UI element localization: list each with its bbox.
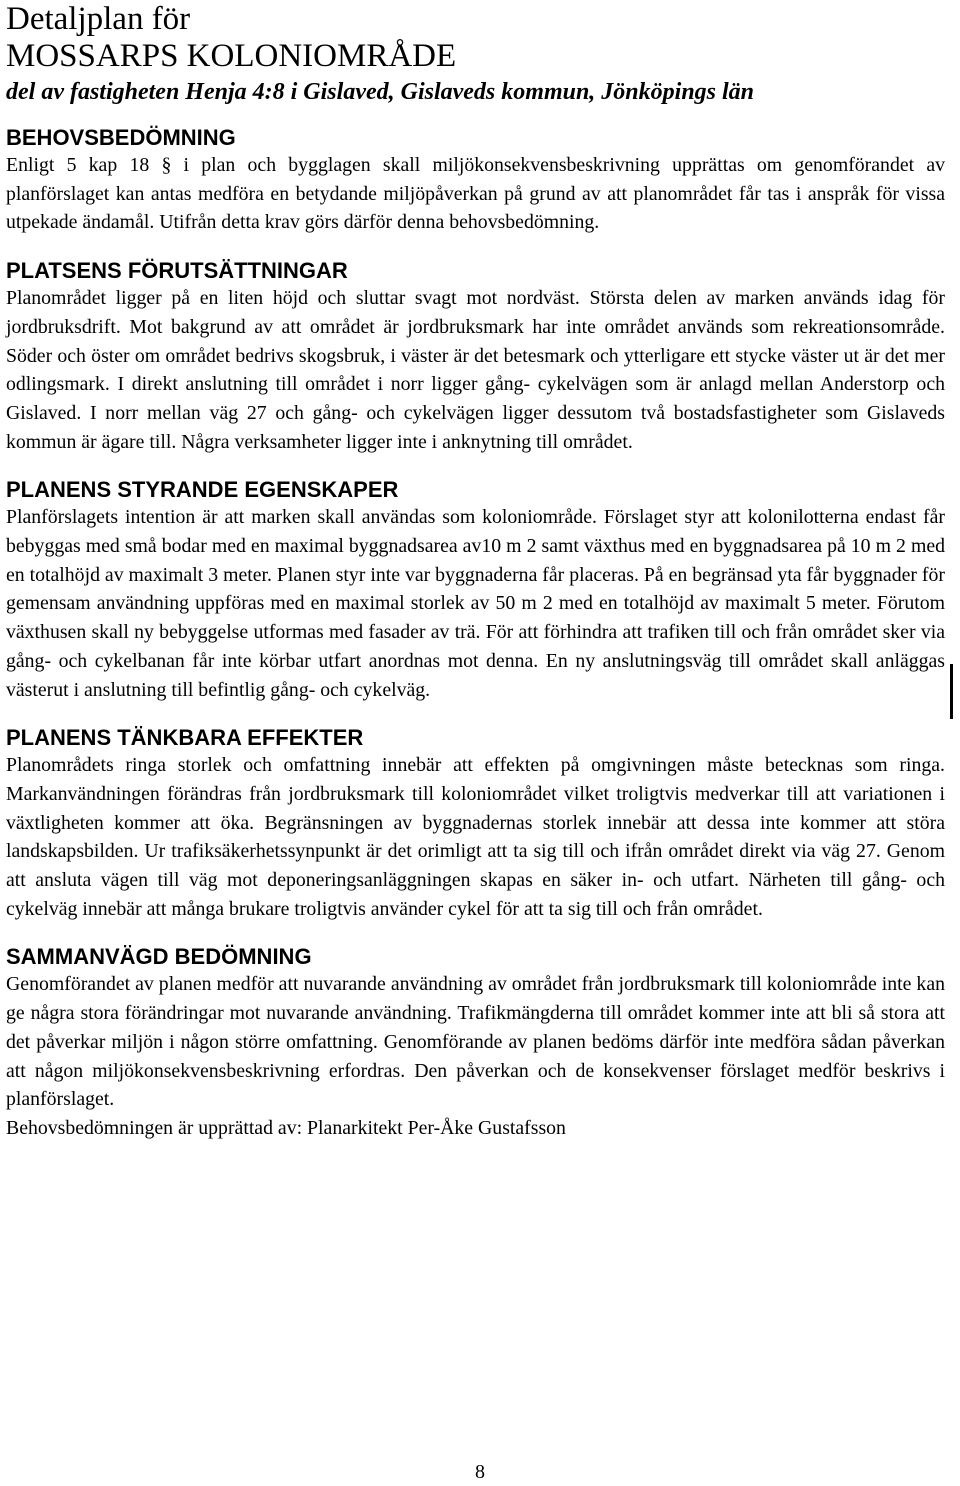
section-platsens-forutsattningar: [6, 257, 945, 456]
document-subtitle: del av fastigheten Henja 4:8 i Gislaved, Gislaveds kommun, Jönköpings län: [6, 79, 755, 105]
author-credit: Behovsbedömningen är upprättad av: Planarkitekt Per-Åke Gustafsson: [6, 1116, 566, 1139]
section-heading: SAMMANVÄGD BEDÖMNING: [6, 944, 312, 970]
section-paragraph: Genomförandet av planen medför att nuvarande användning av området från jordbruksmark till koloniområde inte kan ge några stora förändringar mot nuvarande användning. Trafikmängderna till området kommer inte att bli så stora att det påverkar miljön i någon större omfattning. Genomförande av planen bedöms därför inte medföra sådan påverkan att någon miljökonsekvensbeskrivning erfordras. Den påverkan och de konsekvenser förslaget medför beskrivs i planförslaget.: [6, 973, 945, 1111]
section-planens-tankbara-effekter: [6, 724, 945, 923]
document-page: [6, 0, 945, 1143]
revision-change-bar: [950, 664, 953, 719]
section-heading: PLANENS STYRANDE EGENSKAPER: [6, 477, 399, 503]
section-heading: PLATSENS FÖRUTSÄTTNINGAR: [6, 258, 348, 284]
document-title-line-2: MOSSARPS KOLONIOMRÅDE: [6, 38, 457, 74]
section-behovsbedomning: [6, 124, 945, 237]
section-planens-styrande-egenskaper: [6, 476, 945, 704]
document-title-line-1: Detaljplan för: [6, 1, 191, 37]
section-sammanvagd-bedomning: [6, 943, 945, 1142]
page-number: 8: [475, 1461, 485, 1483]
section-heading: BEHOVSBEDÖMNING: [6, 125, 236, 150]
section-paragraph: Planförslagets intention är att marken skall användas som koloniområde. Förslaget styr att kolonilotterna endast får bebyggas med små bodar med en maximal byggnadsarea av10 m 2 samt växthus med en byggnadsarea på 10 m 2 med en totalhöjd av maximalt 3 meter. Planen styr inte var byggnaderna får placeras. På en begränsad yta får byggnader för gemensam användning uppföras med en maximal storlek av 50 m 2 med en totalhöjd av maximalt 5 meter. Förutom växthusen skall ny bebyggelse utformas med fasader av trä. För att förhindra att trafiken till och från området sker via gång- och cykelbanan får inte körbar utfart anordnas mot denna. En ny anslutningsväg till området skall anläggas västerut i anslutning till befintlig gång- och cykelväg.: [6, 506, 945, 701]
section-heading: PLANENS TÄNKBARA EFFEKTER: [6, 725, 364, 751]
section-paragraph: Planområdets ringa storlek och omfattning innebär att effekten på omgivningen måste betecknas som ringa. Markanvändningen förändras från jordbruksmark till koloniområdet vilket troligtvis medverkar till att variationen i växtligheten kommer att öka. Begränsningen av byggnadernas storlek innebär att dessa inte kommer att störa landskapsbilden. Ur trafiksäkerhetssynpunkt är det orimligt att ta sig till och ifrån området direkt via väg 27. Genom att ansluta vägen till väg mot deponeringsanläggningen skapas en säker in- och utfart. Närheten till gång- och cykelväg innebär att många brukare troligtvis använder cykel för att ta sig till och från området.: [6, 754, 945, 920]
section-paragraph: Planområdet ligger på en liten höjd och sluttar svagt mot nordväst. Största delen av marken används idag för jordbruksdrift. Mot bakgrund av att området är jordbruksmark har inte området används som rekreationsområde. Söder och öster om området bedrivs skogsbruk, i väster är det betesmark och ytterligare ett stycke väster ut är det mer odlingsmark. I direkt anslutning till området i norr ligger gång- cykelvägen som är anlagd mellan Anderstorp och Gislaved. I norr mellan väg 27 och gång- och cykelvägen ligger dessutom två bostadsfastigheter som Gislaveds kommun är ägare till. Några verksamheter ligger inte i anknytning till området.: [6, 287, 945, 453]
section-paragraph: Enligt 5 kap 18 § i plan och bygglagen skall miljökonsekvensbeskrivning upprättas om genomförandet av planförslaget kan antas medföra en betydande miljöpåverkan på grund av att planområdet får tas i anspråk för vissa utpekade ändamål. Utifrån detta krav görs därför denna behovsbedömning.: [6, 154, 945, 234]
